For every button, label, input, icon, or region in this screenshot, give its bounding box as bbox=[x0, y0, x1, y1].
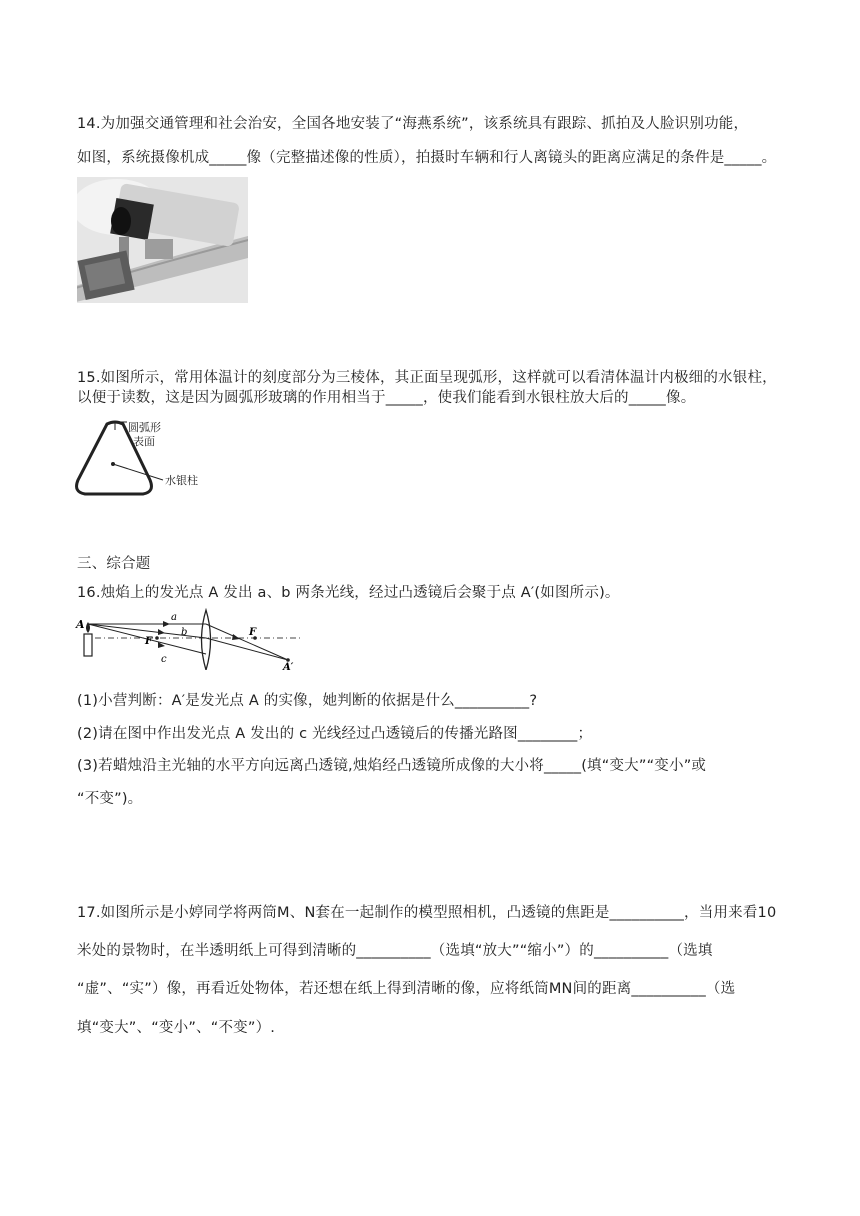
label-A-prime: A′ bbox=[283, 662, 294, 670]
q17-line2: 米处的景物时，在半透明纸上可得到清晰的__________（选填“放大”“缩小”）的__________（选填 bbox=[77, 943, 713, 959]
label-focus-left: F bbox=[145, 636, 153, 647]
label-arc-surface-2: 表面 bbox=[133, 435, 155, 448]
q16-line1: 16.烛焰上的发光点 A 发出 a、b 两条光线，经过凸透镜后会聚于点 A′(如图所示)。 bbox=[77, 585, 620, 601]
label-focus-right: F bbox=[249, 627, 257, 638]
surveillance-camera-photo bbox=[77, 177, 248, 303]
q15-line1: 15.如图所示，常用体温计的刻度部分为三棱体，其正面呈现弧形，这样就可以看清体温计内极细的水银柱， bbox=[77, 370, 777, 386]
label-arc-surface-1: 圆弧形 bbox=[128, 421, 161, 434]
thermometer-cross-section-figure bbox=[75, 418, 220, 503]
q17-line3: “虚”、“实”）像，再看近处物体，若还想在纸上得到清晰的像，应将纸筒MN间的距离__________（选 bbox=[77, 981, 736, 997]
q16-sub3b: “不变”)。 bbox=[77, 791, 143, 807]
label-mercury: 水银柱 bbox=[165, 474, 198, 487]
section-title: 三、综合题 bbox=[77, 556, 151, 572]
q17-line4: 填“变大”、“变小”、“不变”）. bbox=[77, 1020, 276, 1036]
q14-line2: 如图，系统摄像机成_____像（完整描述像的性质），拍摄时车辆和行人离镜头的距离应满足的条件是_____。 bbox=[77, 150, 777, 166]
q16-sub2: (2)请在图中作出发光点 A 发出的 c 光线经过凸透镜后的传播光路图________； bbox=[77, 726, 593, 742]
q16-sub1: (1)小营判断：A′是发光点 A 的实像，她判断的依据是什么__________? bbox=[77, 693, 538, 709]
q14-line1: 14.为加强交通管理和社会治安，全国各地安装了“海燕系统”，该系统具有跟踪、抓拍及人脸识别功能， bbox=[77, 116, 749, 132]
label-ray-a: a bbox=[171, 612, 177, 623]
label-ray-b: b bbox=[181, 627, 188, 638]
q17-line1: 17.如图所示是小婷同学将两筒M、N套在一起制作的模型照相机，凸透镜的焦距是__________，当用来看10 bbox=[77, 905, 777, 921]
label-ray-c: c bbox=[161, 654, 167, 665]
q16-sub3a: (3)若蜡烛沿主光轴的水平方向远离凸透镜,烛焰经凸透镜所成像的大小将_____(填“变大”“变小”或 bbox=[77, 758, 707, 774]
convex-lens-ray-diagram bbox=[75, 608, 305, 670]
q15-line2: 以便于读数，这是因为圆弧形玻璃的作用相当于_____，使我们能看到水银柱放大后的_____像。 bbox=[77, 390, 696, 406]
label-A: A bbox=[76, 618, 85, 631]
